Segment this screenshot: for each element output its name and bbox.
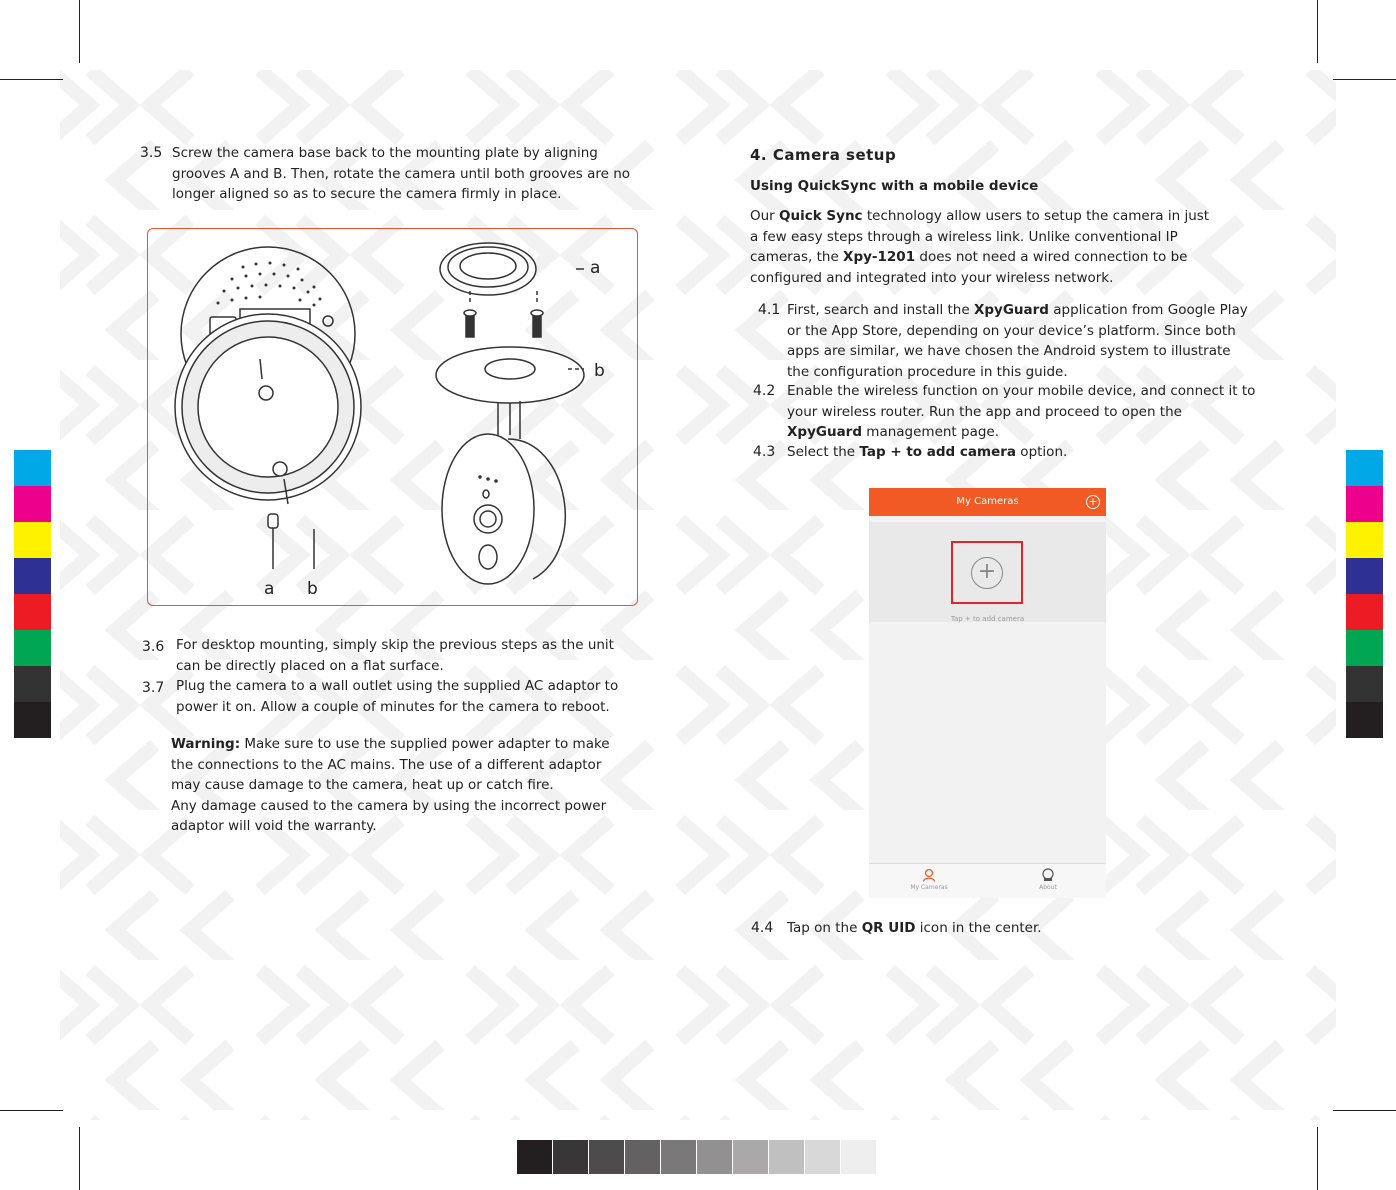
camera-logo-icon (1041, 868, 1055, 882)
step-number: 4.1 (758, 302, 781, 318)
step-number: 4.2 (753, 383, 776, 399)
step-number: 3.5 (140, 145, 163, 161)
crop-mark (1333, 1110, 1396, 1111)
add-camera-button[interactable]: + (971, 557, 1003, 589)
warning-label: Warning: (171, 736, 241, 752)
app-title-bar (869, 488, 1106, 516)
add-camera-icon[interactable]: + (1086, 495, 1100, 509)
color-bar-right (1346, 450, 1383, 738)
crop-mark (0, 79, 63, 80)
person-icon (922, 868, 936, 882)
crop-mark (1333, 79, 1396, 80)
nav-my-cameras[interactable]: My Cameras (899, 868, 959, 891)
step-3-6-text: For desktop mounting, simply skip the previous steps as the unit can be directly placed on a flat surface. (176, 637, 614, 674)
step-number: 4.4 (751, 920, 774, 936)
intro-paragraph: Our Quick Sync technology allow users to setup the camera in just a few easy steps through a wireless link. Unlike conventional IP cameras, the Xpy-1201 does not need a wired connection to be configured and integrated into your wireless network. (750, 208, 1210, 286)
grayscale-bar (517, 1140, 877, 1174)
warning-text: Warning: Make sure to use the supplied power adapter to make the connections to the AC mains. The use of a different adaptor may cause damage to the camera, heat up or catch fire. Any damage caused to the camera by using the incorrect power adaptor will void the warranty. (171, 736, 610, 834)
crop-mark (79, 0, 80, 63)
groove-label-b: b (594, 361, 605, 381)
nav-about[interactable]: About (1018, 868, 1078, 891)
groove-label-b: b (307, 579, 318, 599)
step-4-1-text: First, search and install the XpyGuard application from Google Play or the App Store, depending on your device’s platform. Since both apps are similar, we have chosen the Android system to illustrate the configuration procedure in this guide. (787, 302, 1248, 380)
mounting-illustration (147, 228, 638, 606)
step-number: 3.6 (142, 639, 165, 655)
subheading: Using QuickSync with a mobile device (750, 178, 1039, 194)
section-heading: 4. Camera setup (750, 146, 897, 164)
camera-mounting-drawing (148, 229, 636, 604)
app-screenshot (869, 488, 1106, 898)
crop-mark (1317, 1127, 1318, 1190)
step-number: 4.3 (753, 444, 776, 460)
step-3-5-text: Screw the camera base back to the mounting plate by aligning grooves A and B. Then, rotate the camera until both grooves are no longer aligned so as to secure the camera firmly in place. (172, 145, 631, 202)
step-4-2-text: Enable the wireless function on your mobile device, and connect it to your wireless router. Run the app and proceed to open the XpyGuard management page. (787, 383, 1256, 440)
crop-mark (79, 1127, 80, 1190)
groove-label-a: a (264, 579, 275, 599)
crop-mark (1317, 0, 1318, 63)
app-title: My Cameras (956, 496, 1019, 507)
step-4-3-text: Select the Tap + to add camera option. (787, 444, 1068, 460)
step-4-4-text: Tap on the QR UID icon in the center. (787, 920, 1042, 936)
crop-mark (0, 1110, 63, 1111)
color-bar-left (14, 450, 51, 738)
step-number: 3.7 (142, 680, 165, 696)
step-3-7-text: Plug the camera to a wall outlet using the supplied AC adaptor to power it on. Allow a couple of minutes for the camera to reboot. (176, 678, 619, 715)
bottom-nav (869, 863, 1106, 898)
groove-label-a: a (590, 258, 601, 278)
add-camera-hint: Tap + to add camera (950, 615, 1025, 623)
